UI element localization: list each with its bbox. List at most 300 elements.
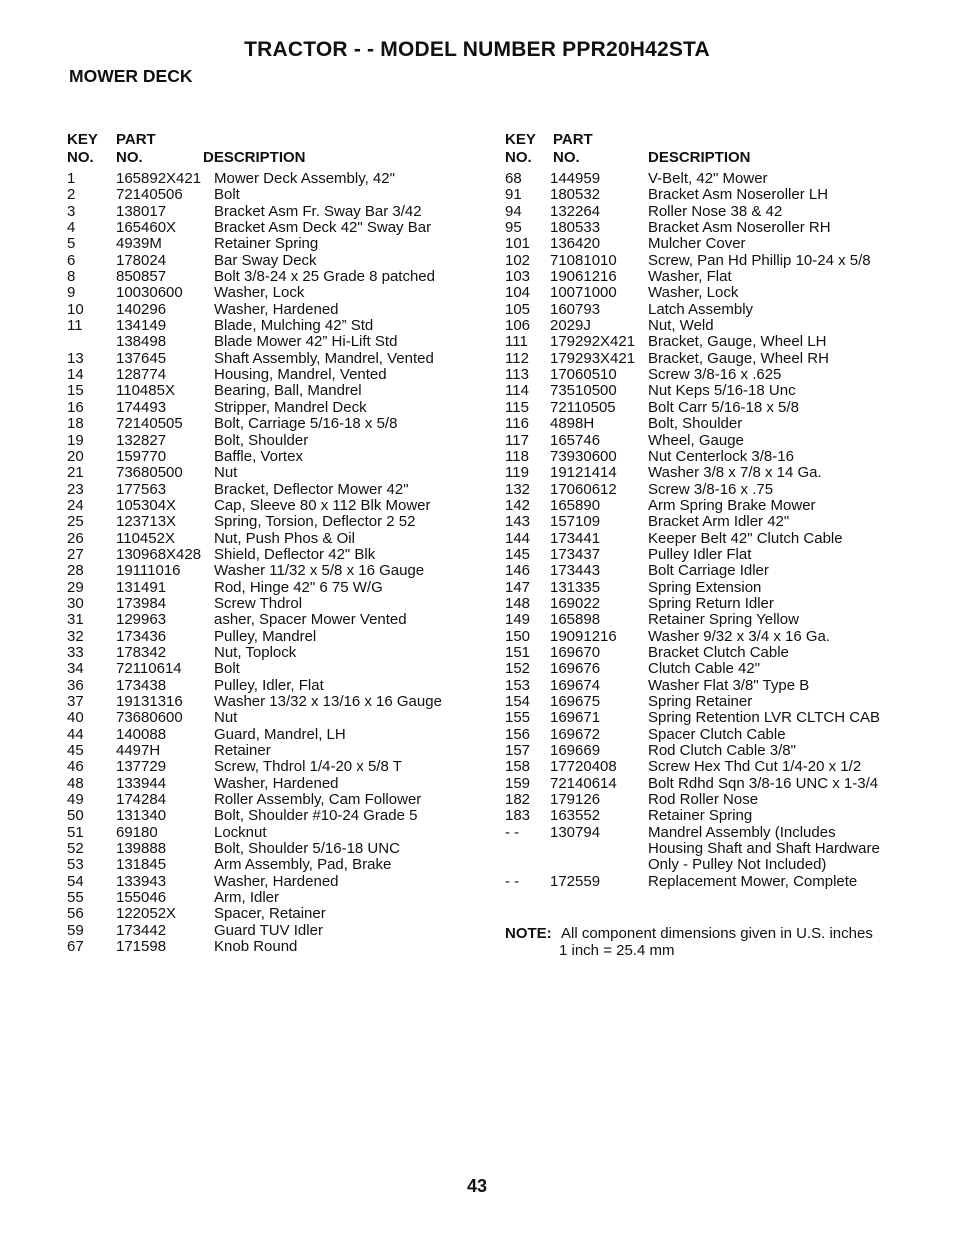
part-number: 174284	[116, 791, 167, 809]
part-number: 139888	[116, 840, 167, 858]
table-row	[67, 285, 487, 301]
table-row	[67, 171, 487, 187]
table-row	[505, 857, 925, 873]
table-row	[505, 531, 925, 547]
part-description: Bearing, Ball, Mandrel	[214, 382, 362, 400]
key-number: 119	[505, 464, 529, 482]
table-row	[505, 383, 925, 399]
key-number: 20	[67, 447, 84, 465]
part-number: 137729	[116, 758, 167, 776]
key-number: 142	[505, 496, 531, 514]
key-number: 6	[67, 251, 76, 269]
part-number: 130794	[550, 823, 601, 841]
part-number: 72110614	[116, 660, 182, 678]
part-number: 105304X	[116, 496, 177, 514]
key-number: 183	[505, 807, 531, 825]
table-row	[67, 808, 487, 824]
part-description: Replacement Mower, Complete	[648, 872, 858, 890]
key-number: 104	[505, 284, 531, 302]
part-description: Baffle, Vortex	[214, 447, 303, 465]
part-number: 159770	[116, 447, 167, 465]
key-number: 46	[67, 758, 84, 776]
part-number: 140088	[116, 725, 167, 743]
table-row	[505, 433, 925, 449]
table-row	[505, 645, 925, 661]
part-number: 136420	[550, 235, 601, 253]
table-row	[505, 416, 925, 432]
table-row	[67, 204, 487, 220]
part-description: Nut	[214, 464, 238, 482]
part-description: Washer 11/32 x 5/8 x 16 Gauge	[214, 562, 425, 580]
key-number: 148	[505, 594, 531, 612]
part-description: Shaft Assembly, Mandrel, Vented	[214, 349, 434, 367]
part-number: 72140614	[550, 774, 617, 792]
key-number: 118	[505, 447, 529, 465]
part-description: Spacer Clutch Cable	[648, 725, 786, 743]
part-description: Screw Thdrol	[214, 594, 303, 612]
key-number: 115	[505, 398, 529, 416]
table-row	[67, 678, 487, 694]
table-row	[505, 678, 925, 694]
key-number: 155	[505, 709, 531, 727]
key-number: 18	[67, 415, 84, 433]
parts-list-right	[505, 171, 925, 890]
part-number: 17720408	[550, 758, 617, 776]
column-header	[67, 131, 487, 167]
table-row	[505, 825, 925, 841]
part-description: Nut, Push Phos & Oil	[214, 529, 355, 547]
table-row	[67, 514, 487, 530]
table-row	[505, 629, 925, 645]
table-row	[505, 874, 925, 890]
table-row	[67, 383, 487, 399]
part-description: Spring, Torsion, Deflector 2 52	[214, 513, 416, 531]
part-description: Washer, Lock	[214, 284, 305, 302]
part-number: 169669	[550, 742, 601, 760]
parts-list-left	[67, 171, 487, 956]
key-number: 147	[505, 578, 531, 596]
part-number: 133944	[116, 774, 167, 792]
table-row	[67, 482, 487, 498]
table-row	[67, 498, 487, 514]
key-number: 32	[67, 627, 84, 645]
key-number: 154	[505, 693, 531, 710]
header-key: KEY	[505, 131, 536, 148]
key-number: 51	[67, 823, 84, 841]
part-number: 131335	[550, 578, 601, 596]
key-number: 31	[67, 611, 84, 629]
header-key-no: NO.	[67, 149, 94, 166]
part-description: Bracket Clutch Cable	[648, 643, 789, 661]
key-number: 94	[505, 202, 522, 220]
key-number: 67	[67, 938, 84, 956]
part-description: Knob Round	[214, 938, 298, 956]
part-number: 171598	[116, 938, 167, 956]
table-row	[505, 596, 925, 612]
table-row	[505, 351, 925, 367]
key-number: 10	[67, 300, 84, 318]
part-number: 2029J	[550, 317, 591, 335]
table-row	[505, 710, 925, 726]
key-number: 95	[505, 219, 522, 237]
page-title: TRACTOR - - MODEL NUMBER PPR20H42STA	[244, 38, 710, 61]
part-number: 72110505	[550, 398, 616, 416]
key-number: 54	[67, 872, 84, 890]
note-label: NOTE:	[505, 925, 552, 942]
key-number: 151	[505, 643, 531, 661]
part-description: Retainer Spring	[648, 807, 753, 825]
header-part-no: NO.	[116, 149, 143, 166]
key-number: 56	[67, 905, 84, 923]
part-number: 178342	[116, 643, 167, 661]
part-description: Screw 3/8-16 x .625	[648, 366, 782, 384]
part-number: 73510500	[550, 382, 617, 400]
part-number: 169675	[550, 693, 601, 710]
part-description: Washer 13/32 x 13/16 x 16 Gauge	[214, 693, 442, 710]
key-number: - -	[505, 823, 520, 841]
part-number: 155046	[116, 889, 167, 907]
part-description: Bar Sway Deck	[214, 251, 317, 269]
key-number: 117	[505, 431, 529, 449]
table-row	[505, 400, 925, 416]
header-part: PART	[553, 131, 593, 148]
key-number: 34	[67, 660, 84, 678]
key-number: 153	[505, 676, 531, 694]
part-description: Bracket Asm Deck 42" Sway Bar	[214, 219, 432, 237]
table-row	[505, 449, 925, 465]
part-description: Retainer	[214, 742, 271, 760]
part-description: Pulley, Mandrel	[214, 627, 317, 645]
key-number: 13	[67, 349, 84, 367]
table-row	[505, 269, 925, 285]
table-row	[67, 302, 487, 318]
table-row	[67, 841, 487, 857]
part-number: 19111016	[116, 562, 181, 580]
table-row	[505, 563, 925, 579]
part-description: Bracket Asm Noseroller RH	[648, 219, 831, 237]
part-number: 73930600	[550, 447, 617, 465]
part-number: 169672	[550, 725, 601, 743]
note-line-2: 1 inch = 25.4 mm	[559, 941, 675, 959]
key-number: 106	[505, 317, 531, 335]
table-row	[67, 236, 487, 252]
part-description: Bolt, Shoulder 5/16-18 UNC	[214, 840, 400, 858]
part-number: 122052X	[116, 905, 177, 923]
key-number: 144	[505, 529, 531, 547]
key-number: 3	[67, 202, 76, 220]
part-number: 157109	[550, 513, 601, 531]
part-number: 132264	[550, 202, 601, 220]
part-description: Clutch Cable 42"	[648, 660, 761, 678]
part-number: 73680500	[116, 464, 183, 482]
table-row	[67, 253, 487, 269]
part-description: Washer Flat 3/8" Type B	[648, 676, 810, 694]
part-description: Bolt Rdhd Sqn 3/8-16 UNC x 1-3/4	[648, 774, 879, 792]
part-number: 132827	[116, 431, 167, 449]
key-number: 16	[67, 398, 84, 416]
part-number: 165460X	[116, 219, 177, 237]
key-number: 24	[67, 496, 84, 514]
part-number: 172559	[550, 872, 601, 890]
key-number: 114	[505, 382, 529, 400]
part-description: Pulley Idler Flat	[648, 545, 752, 563]
table-row	[67, 906, 487, 922]
table-row	[505, 776, 925, 792]
key-number: 4	[67, 219, 76, 237]
part-description: Washer, Flat	[648, 268, 732, 286]
part-number: 165890	[550, 496, 601, 514]
part-description: Wheel, Gauge	[648, 431, 744, 449]
key-number: 111	[505, 333, 528, 351]
table-row	[505, 661, 925, 677]
section-heading: MOWER DECK	[69, 66, 193, 86]
part-description: Locknut	[214, 823, 267, 841]
part-description: Retainer Spring	[214, 235, 319, 253]
part-number: 17060612	[550, 480, 617, 498]
table-row	[505, 743, 925, 759]
table-row	[67, 759, 487, 775]
part-number: 19131316	[116, 693, 183, 710]
part-description: Arm, Idler	[214, 889, 280, 907]
part-description: Guard, Mandrel, LH	[214, 725, 346, 743]
table-row	[67, 661, 487, 677]
key-number: 53	[67, 856, 84, 874]
table-row	[505, 792, 925, 808]
key-number: 29	[67, 578, 84, 596]
part-description: Spring Return Idler	[648, 594, 774, 612]
key-number: 25	[67, 513, 84, 531]
table-row	[67, 563, 487, 579]
part-description: Mulcher Cover	[648, 235, 746, 253]
table-row	[67, 645, 487, 661]
key-number: 37	[67, 693, 84, 710]
part-number: 165892X421	[116, 170, 202, 187]
part-description: Washer, Hardened	[214, 872, 339, 890]
key-number: 182	[505, 791, 531, 809]
part-number: 4497H	[116, 742, 161, 760]
part-description: Bracket, Gauge, Wheel LH	[648, 333, 827, 351]
part-number: 144959	[550, 170, 601, 187]
table-row	[505, 253, 925, 269]
part-number: 131845	[116, 856, 167, 874]
key-number: 150	[505, 627, 531, 645]
table-row	[67, 220, 487, 236]
key-number: 145	[505, 545, 531, 563]
part-description: Roller Nose 38 & 42	[648, 202, 783, 220]
part-description: Rod Clutch Cable 3/8"	[648, 742, 796, 760]
key-number: 9	[67, 284, 76, 302]
part-number: 173436	[116, 627, 167, 645]
header-key-no: NO.	[505, 149, 532, 166]
key-number: 40	[67, 709, 84, 727]
part-number: 72140505	[116, 415, 183, 433]
table-row	[67, 596, 487, 612]
key-number: 23	[67, 480, 84, 498]
key-number: - -	[505, 872, 520, 890]
part-number: 110452X	[116, 529, 175, 547]
table-row	[505, 612, 925, 628]
table-row	[67, 710, 487, 726]
part-description: Bolt, Shoulder	[648, 415, 743, 433]
part-description: Screw, Pan Hd Phillip 10-24 x 5/8	[648, 251, 871, 269]
part-number: 17060510	[550, 366, 617, 384]
part-number: 19121414	[550, 464, 617, 482]
table-row	[505, 580, 925, 596]
table-row	[505, 318, 925, 334]
part-description: Screw, Thdrol 1/4-20 x 5/8 T	[214, 758, 402, 776]
table-row	[67, 416, 487, 432]
key-number: 143	[505, 513, 531, 531]
part-description: Washer 3/8 x 7/8 x 14 Ga.	[648, 464, 822, 482]
part-description: Bracket, Gauge, Wheel RH	[648, 349, 829, 367]
parts-column-left	[67, 131, 487, 956]
table-row	[67, 269, 487, 285]
table-row	[505, 367, 925, 383]
part-number: 174493	[116, 398, 167, 416]
part-description: Bolt Carr 5/16-18 x 5/8	[648, 398, 799, 416]
table-row	[505, 547, 925, 563]
part-description: Nut, Weld	[648, 317, 714, 335]
table-row	[67, 334, 487, 350]
part-number: 138498	[116, 333, 167, 351]
table-row	[505, 204, 925, 220]
part-number: 169676	[550, 660, 601, 678]
part-description: Arm Assembly, Pad, Brake	[214, 856, 392, 874]
part-description: Arm Spring Brake Mower	[648, 496, 816, 514]
part-number: 173984	[116, 594, 167, 612]
key-number: 149	[505, 611, 531, 629]
part-number: 4898H	[550, 415, 595, 433]
part-description: Spring Retention LVR CLTCH CAB	[648, 709, 881, 727]
key-number: 152	[505, 660, 531, 678]
part-number: 165746	[550, 431, 601, 449]
part-description: Bolt, Carriage 5/16-18 x 5/8	[214, 415, 398, 433]
part-number: 179292X421	[550, 333, 636, 351]
part-number: 180532	[550, 186, 601, 204]
header-description: DESCRIPTION	[203, 149, 306, 166]
table-row	[67, 580, 487, 596]
part-description: V-Belt, 42" Mower	[648, 170, 768, 187]
part-number: 160793	[550, 300, 601, 318]
part-description: Spring Retainer	[648, 693, 753, 710]
part-number: 173443	[550, 562, 601, 580]
key-number: 36	[67, 676, 84, 694]
key-number: 15	[67, 382, 84, 400]
table-row	[67, 874, 487, 890]
part-number: 178024	[116, 251, 167, 269]
table-row	[67, 547, 487, 563]
key-number: 5	[67, 235, 76, 253]
part-description: Mandrel Assembly (Includes	[648, 823, 836, 841]
table-row	[67, 465, 487, 481]
part-description: Rod Roller Nose	[648, 791, 759, 809]
part-number: 137645	[116, 349, 167, 367]
part-number: 128774	[116, 366, 167, 384]
header-key: KEY	[67, 131, 98, 148]
part-number: 72140506	[116, 186, 183, 204]
table-row	[505, 482, 925, 498]
key-number: 45	[67, 742, 84, 760]
table-row	[67, 825, 487, 841]
table-row	[505, 302, 925, 318]
part-description: Bolt	[214, 186, 240, 204]
header-part: PART	[116, 131, 156, 148]
part-description: Shield, Deflector 42" Blk	[214, 545, 376, 563]
table-row	[505, 465, 925, 481]
table-row	[67, 939, 487, 955]
key-number: 2	[67, 186, 76, 204]
part-number: 4939M	[116, 235, 162, 253]
part-number: 140296	[116, 300, 167, 318]
part-description: Roller Assembly, Cam Follower	[214, 791, 422, 809]
part-number: 131491	[116, 578, 167, 596]
key-number: 112	[505, 349, 529, 367]
key-number: 103	[505, 268, 531, 286]
table-row	[67, 792, 487, 808]
part-number: 129963	[116, 611, 167, 629]
key-number: 59	[67, 921, 84, 939]
table-row	[67, 890, 487, 906]
key-number: 146	[505, 562, 531, 580]
part-description: Retainer Spring Yellow	[648, 611, 799, 629]
key-number: 44	[67, 725, 84, 743]
key-number: 28	[67, 562, 84, 580]
key-number: 52	[67, 840, 84, 858]
part-number: 130968X428	[116, 545, 202, 563]
table-row	[505, 841, 925, 857]
part-number: 169022	[550, 594, 601, 612]
part-number: 69180	[116, 823, 158, 841]
table-row	[505, 220, 925, 236]
part-number: 110485X	[116, 382, 175, 400]
table-row	[67, 923, 487, 939]
key-number: 26	[67, 529, 84, 547]
part-description: Nut	[214, 709, 238, 727]
part-number: 19061216	[550, 268, 617, 286]
part-number: 179126	[550, 791, 601, 809]
key-number: 91	[505, 186, 522, 204]
part-number: 173441	[550, 529, 601, 547]
table-row	[67, 612, 487, 628]
part-number: 179293X421	[550, 349, 636, 367]
key-number: 132	[505, 480, 531, 498]
key-number: 113	[505, 366, 529, 384]
key-number: 33	[67, 643, 84, 661]
table-row	[505, 171, 925, 187]
key-number: 49	[67, 791, 84, 809]
part-number: 173442	[116, 921, 167, 939]
page-number: 43	[466, 1176, 488, 1196]
key-number: 156	[505, 725, 531, 743]
part-number: 169671	[550, 709, 601, 727]
part-description: Washer, Lock	[648, 284, 739, 302]
part-description: Bracket Asm Fr. Sway Bar 3/42	[214, 202, 422, 220]
part-description: Pulley, Idler, Flat	[214, 676, 324, 694]
part-description: Nut Centerlock 3/8-16	[648, 447, 794, 465]
table-row	[505, 727, 925, 743]
part-description: Blade, Mulching 42” Std	[214, 317, 374, 335]
part-number: 131340	[116, 807, 167, 825]
part-description: Bolt 3/8-24 x 25 Grade 8 patched	[214, 268, 435, 286]
parts-column-right	[505, 131, 925, 890]
part-number: 169670	[550, 643, 601, 661]
part-description: Guard TUV Idler	[214, 921, 323, 939]
table-row	[67, 400, 487, 416]
part-description: Blade Mower 42” Hi-Lift Std	[214, 333, 398, 351]
table-row	[505, 285, 925, 301]
table-row	[67, 727, 487, 743]
part-number: 165898	[550, 611, 601, 629]
